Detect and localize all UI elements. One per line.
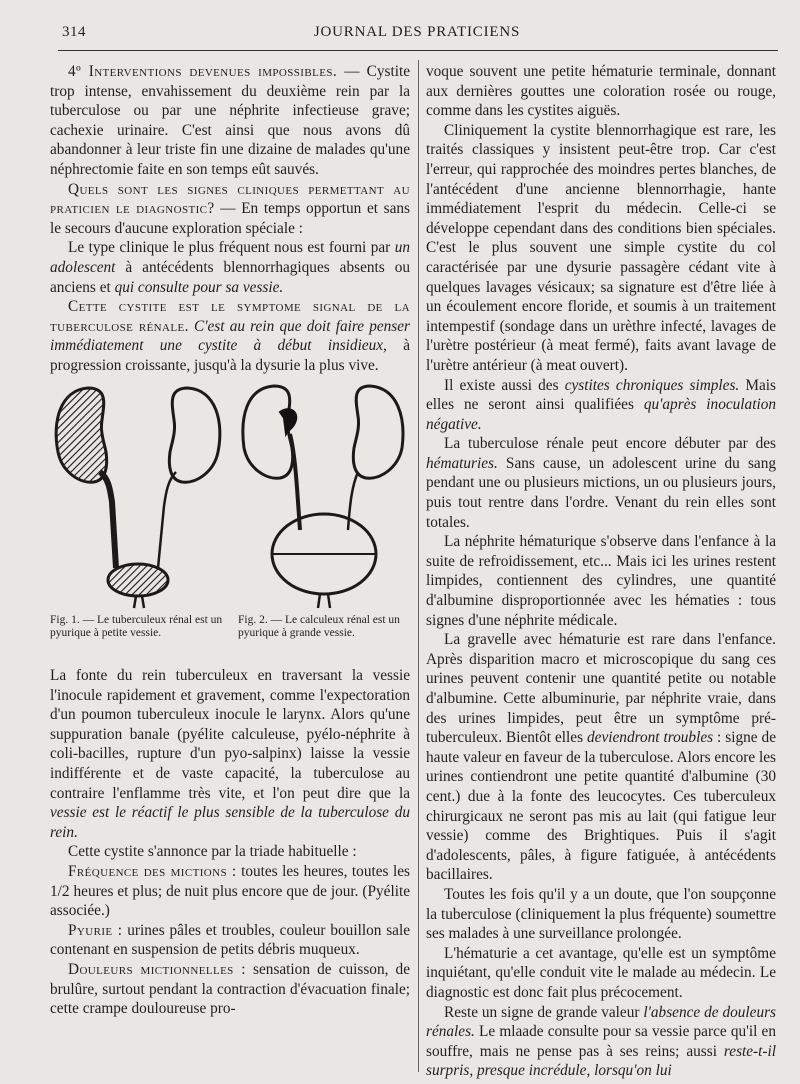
paragraph: Cette cystite est le symptome signal de la tuberculose rénale. C'est au rein que doit faire penser immédiatement une cystite à début insidieux, à progression croissante, jusqu'à la dysurie la plus vive. bbox=[50, 298, 410, 374]
section-heading: Quels sont les signes cliniques permettant au praticien le diagnostic? bbox=[50, 180, 410, 218]
paragraph: L'hématurie a cet avantage, qu'elle est un symptôme inquiétant, qu'elle conduit vite le malade au médecin. Le diagnostic est donc fait plus précocement. bbox=[426, 944, 776, 1001]
figure-2-caption: Fig. 2. — Le calculeux rénal est un pyurique à grande vessie. bbox=[238, 614, 400, 639]
figure-2 bbox=[238, 372, 418, 640]
page-number: 314 bbox=[62, 24, 86, 40]
paragraph: voque souvent une petite hématurie terminale, donnant aux dernières gouttes une coloration rosée ou rouge, comme dans les cystites aiguës. bbox=[426, 63, 776, 120]
paragraph: Il existe aussi des cystites chroniques simples. Mais elles ne seront ainsi qualifiées qu'après inoculation négative. bbox=[426, 376, 777, 433]
paragraph: La tuberculose rénale peut encore débuter par des hématuries. Sans cause, un adolescent urine du sang pendant une ou plusieurs mictions, un ou plusieurs jours, puis tout rentre dans l'ordre. Venant du rein elles sont totales. bbox=[426, 435, 776, 531]
figure-2-drawing bbox=[238, 372, 418, 612]
section-heading: Cette cystite est le symptome signal de la tuberculose rénale. bbox=[50, 298, 410, 335]
left-column-top bbox=[50, 62, 410, 376]
paragraph: Le type clinique le plus fréquent nous est fourni par un adolescent à antécédents blennorrhagiques absents ou anciens et qui consulte pour sa vessie. bbox=[50, 239, 410, 296]
section-heading: Fréquence des mictions : bbox=[68, 862, 237, 880]
paragraph: 4º Interventions devenues impossibles. — Cystite trop intense, envahissement du deuxième rein par la tuberculose ou par une néphrite infectieuse grave; cachexie urinaire. C'est ainsi que nous avons dû abandonner à leur triste fin une dizaine de malades qu'une néphrectomie faite en son temps eût sauvés. bbox=[50, 63, 410, 178]
paragraph: Cliniquement la cystite blennorrhagique est rare, les traités classiques y insistent peut-être trop. Car c'est l'erreur, qui rapprochée des moindres pertes blanches, de l'antécédent d'une ancienne blennorrhagie, hante immédiatement l'esprit du médecin. Celle-ci se développe cependant dans des conditions bien spéciales. C'est le plus souvent une simple cystite du col caractérisée par une dysurie passagère cédant vite à quelques lavages vésicaux; sa signature est d'être liée à un écoulement encore floride, et soumis à un traitement intempestif (sondage dans un urèthre infecté, lavages de l'urètre postérieur (à meat fermé), faits avant lavage de l'urètre antérieur (à meat ouvert). bbox=[426, 121, 776, 374]
paragraph: Quels sont les signes cliniques permettant au praticien le diagnostic? — En temps opportun et sans le secours d'aucune exploration spéciale : bbox=[50, 180, 410, 237]
paragraph: Douleurs mictionnelles : sensation de cuisson, de brulûre, surtout pendant la contraction d'évacuation finale; cette crampe douloureuse pro- bbox=[50, 960, 410, 1018]
section-heading: 4º Interventions devenues impossibles. bbox=[68, 63, 338, 80]
figure-1 bbox=[50, 372, 230, 640]
right-column bbox=[426, 62, 776, 1081]
header-rule bbox=[58, 50, 778, 51]
paragraph: Pyurie : urines pâles et troubles, couleur bouillon sale contenant en suspension de petits débris muqueux. bbox=[50, 921, 410, 959]
section-heading: Pyurie : bbox=[68, 921, 123, 939]
journal-title: JOURNAL DES PRATICIENS bbox=[313, 24, 521, 40]
page-header bbox=[62, 20, 772, 48]
section-heading: Douleurs mictionnelles : bbox=[68, 960, 246, 978]
figure-1-drawing bbox=[50, 372, 230, 612]
paragraph: La gravelle avec hématurie est rare dans l'enfance. Après disparition macro et microscopique du sang ces urines peuvent contenir une quantité petite ou notable d'albumine. Cette albuminurie, par néphrite vraie, dans des urines limpides, peut être un symptôme pré-tuberculeux. Bientôt elles deviendront troubles : signe de haute valeur en faveur de la tuberculose. Alors encore les urines contiendront une petite quantité d'albumine (30 cent.) due à la fonte des leucocytes. Ces tuberculeux chirurgicaux ne seront pas mis au lait (qui fatigue leur vessie) comme des Brightiques. Puis il s'agit d'adolescents, pâles, à figure fatiguée, à antécédents bacillaires. bbox=[426, 631, 776, 884]
figure-1-caption: Fig. 1. — Le tuberculeux rénal est un pyurique à petite vessie. bbox=[50, 614, 223, 639]
figures bbox=[50, 372, 410, 662]
paragraph: Fréquence des mictions : toutes les heures, toutes les 1/2 heures et plus; de nuit plus encore que de jour. (Pyélite associée.) bbox=[50, 862, 410, 920]
paragraph: Toutes les fois qu'il y a un doute, que l'on soupçonne la tuberculose (cliniquement la plus fréquente) soumettre ses malades à une surveillance prolongée. bbox=[426, 885, 776, 943]
paragraph: Cette cystite s'annonce par la triade habituelle : bbox=[68, 843, 357, 861]
left-column-bottom bbox=[50, 666, 410, 1019]
column-divider bbox=[418, 60, 419, 1072]
paragraph: La néphrite hématurique s'observe dans l'enfance à la suite de refroidissement, etc... Mais ici les urines restent limpides, contiennent des cylindres, une quantité d'albumine disproportionnée avec les hématies : tous signes d'une néphrite médicale. bbox=[426, 533, 776, 629]
paragraph: La fonte du rein tuberculeux en traversant la vessie l'inocule rapidement et gravement, comme l'expectoration d'un poumon tuberculeux inocule le larynx. Alors qu'une suppuration banale (pyélite calculeuse, pyélo-néphrite à coli-bacilles, rupture d'un pyo-salpinx) laisse la vessie indifférente et de vaste capacité, la tuberculose au contraire l'enflamme très vite, et l'on peut dire que la vessie est le réactif le plus sensible de la tuberculose du rein. bbox=[50, 667, 410, 841]
paragraph: Reste un signe de grande valeur l'absence de douleurs rénales. Le mlaade consulte pour sa vessie parce qu'il en souffre, mais ne pense pas à ses reins; aussi reste-t-il surpris, presque incrédule, lorsqu'on lui bbox=[426, 1003, 776, 1080]
